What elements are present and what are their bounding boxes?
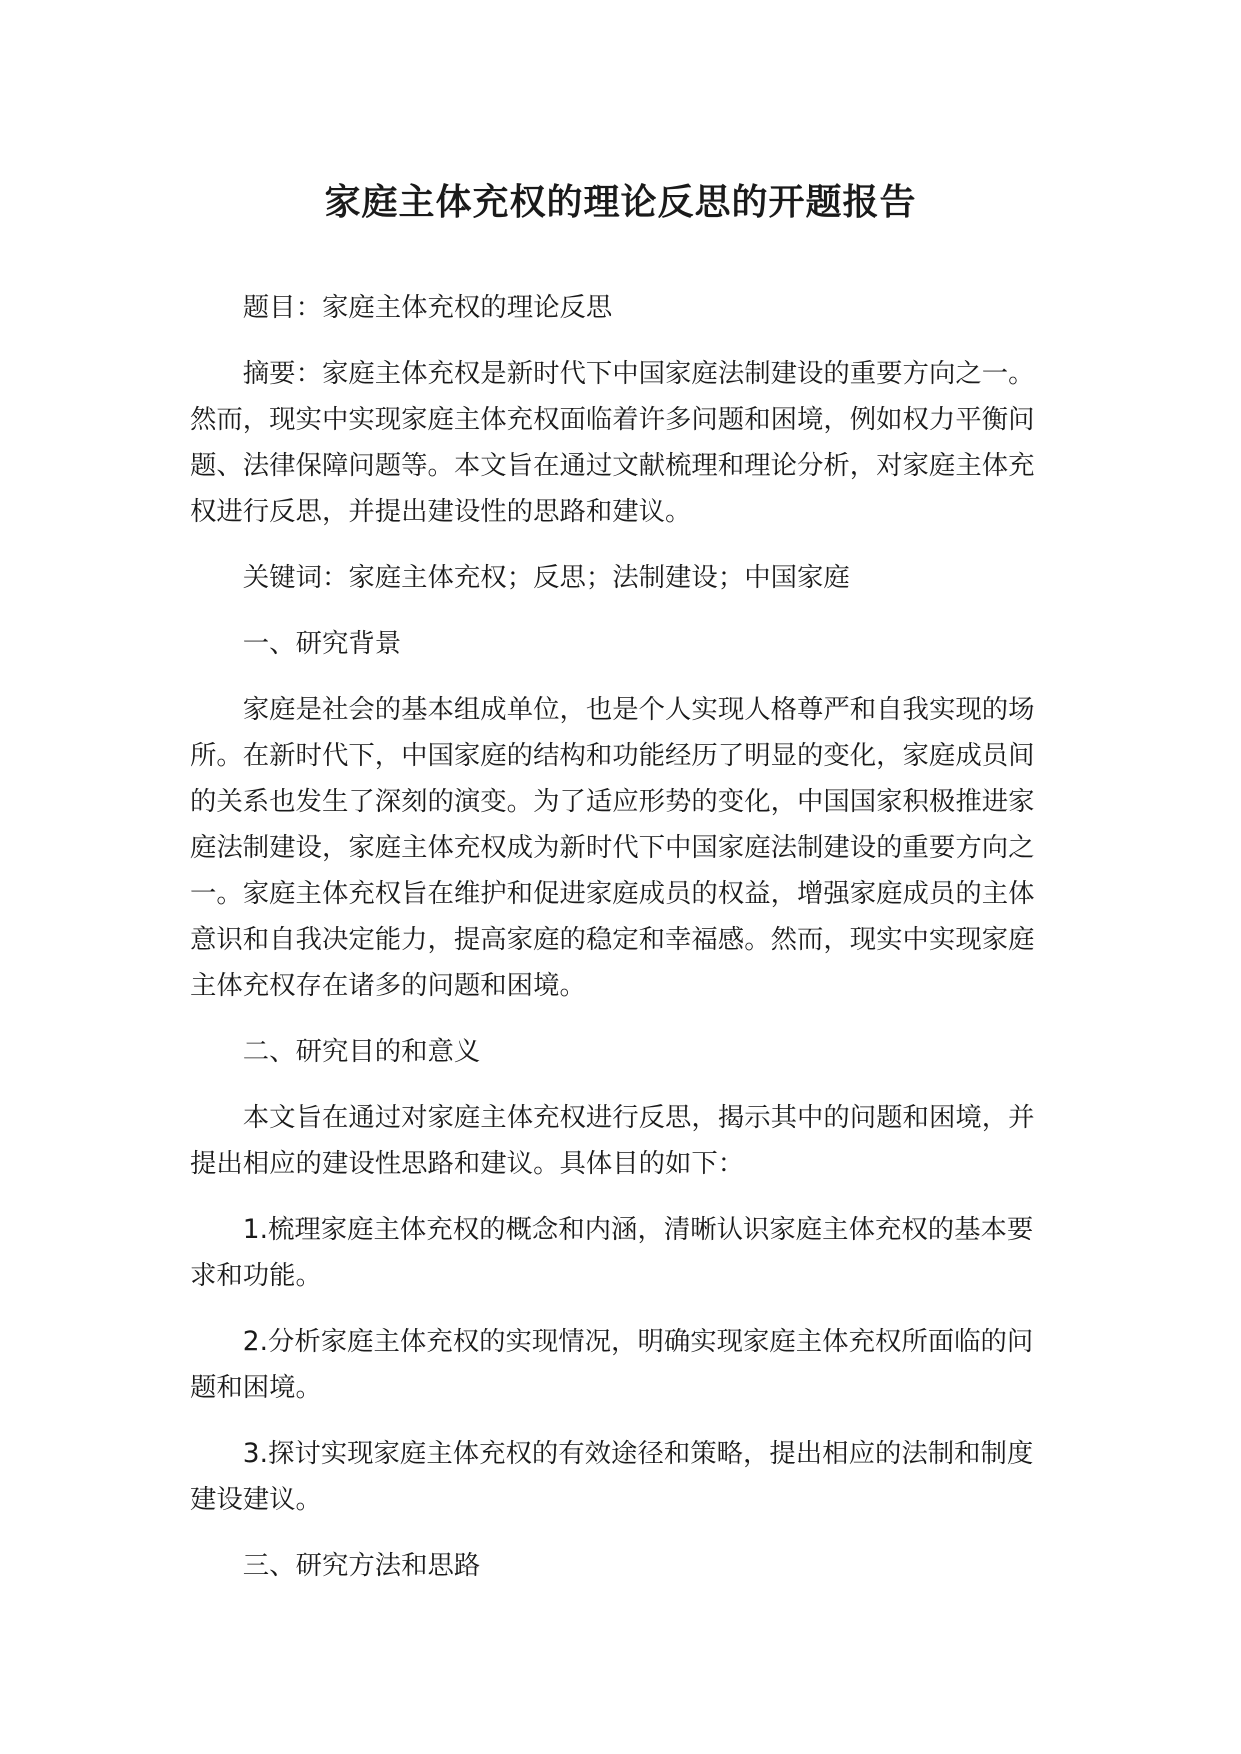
purpose-paragraph: 本文旨在通过对家庭主体充权进行反思，揭示其中的问题和困境，并提出相应的建设性思路和建议。具体目的如下： [190,1102,1035,1179]
background-paragraph: 家庭是社会的基本组成单位，也是个人实现人格尊严和自我实现的场所。在新时代下，中国家庭的结构和功能经历了明显的变化，家庭成员间的关系也发生了深刻的演变。为了适应形势的变化，中国国家积极推进家庭法制建设，家庭主体充权成为新时代下中国家庭法制建设的重要方向之一。家庭主体充权旨在维护和促进家庭成员的权益，增强家庭成员的主体意识和自我决定能力，提高家庭的稳定和幸福感。然而，现实中实现家庭主体充权存在诸多的问题和困境。 [190,694,1035,1001]
purpose-item-1: 1.梳理家庭主体充权的概念和内涵，清晰认识家庭主体充权的基本要求和功能。 [190,1214,1034,1291]
keywords-line: 关键词：家庭主体充权；反思；法制建设；中国家庭 [242,562,850,593]
purpose-item-2: 2.分析家庭主体充权的实现情况，明确实现家庭主体充权所面临的问题和困境。 [190,1326,1034,1403]
document-title: 家庭主体充权的理论反思的开题报告 [324,182,917,223]
section-heading-purpose: 二、研究目的和意义 [242,1036,481,1067]
section-heading-methods: 三、研究方法和思路 [242,1550,481,1581]
topic-line: 题目：家庭主体充权的理论反思 [242,292,613,323]
section-heading-background: 一、研究背景 [242,628,402,659]
abstract-paragraph: 摘要：家庭主体充权是新时代下中国家庭法制建设的重要方向之一。然而，现实中实现家庭主体充权面临着许多问题和困境，例如权力平衡问题、法律保障问题等。本文旨在通过文献梳理和理论分析，对家庭主体充权进行反思，并提出建设性的思路和建议。 [190,358,1035,527]
purpose-item-3: 3.探讨实现家庭主体充权的有效途径和策略，提出相应的法制和制度建设建议。 [190,1438,1034,1515]
document-body [190,285,1050,1609]
